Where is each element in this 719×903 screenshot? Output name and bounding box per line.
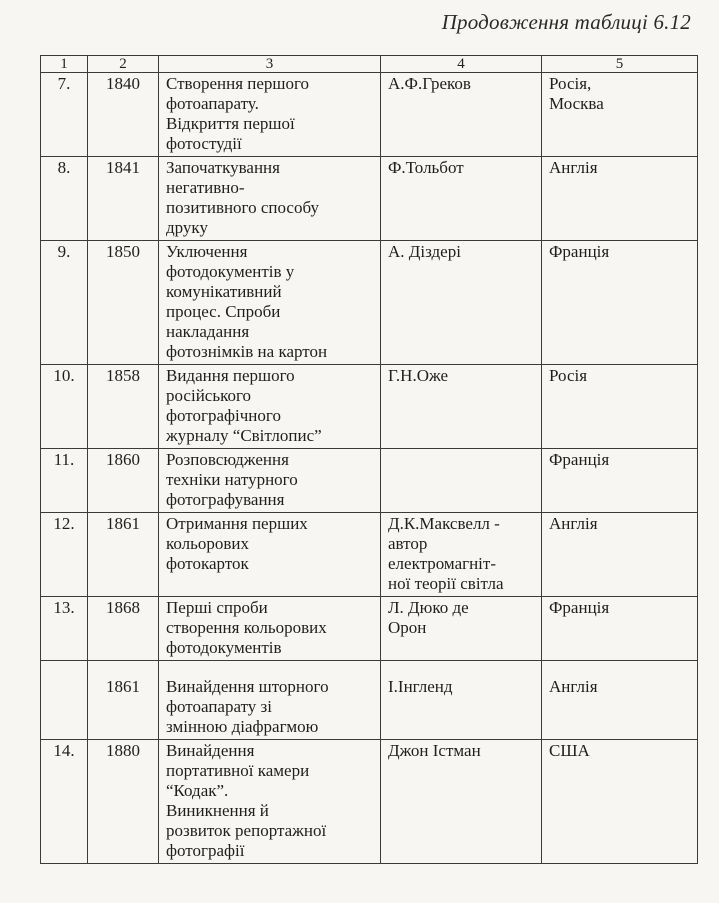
cell-text-line: автор	[388, 534, 428, 553]
table-body	[41, 73, 698, 864]
cell-text-line: російського	[166, 386, 252, 405]
row-person	[381, 365, 542, 449]
cell-text-line: Відкриття першої	[166, 114, 295, 133]
row-event	[159, 449, 381, 513]
history-table	[40, 55, 698, 864]
row-person	[381, 597, 542, 661]
cell-text-line: Л. Дюко де	[388, 598, 469, 617]
cell-text-line: фотознімків на картон	[166, 342, 328, 361]
table-row	[41, 73, 698, 157]
cell-text-line: Ф.Тольбот	[388, 158, 464, 177]
cell-text-line: Росія	[549, 366, 588, 385]
cell-text-line: Розповсюдження	[166, 450, 289, 469]
cell-text-line: Англія	[549, 158, 598, 177]
cell-text-line: процес. Спроби	[166, 302, 281, 321]
row-country	[542, 157, 698, 241]
header-row	[41, 56, 698, 73]
cell-text-line: Франція	[549, 450, 610, 469]
row-country	[542, 73, 698, 157]
row-event	[159, 661, 381, 740]
cell-text-line: США	[549, 741, 590, 760]
cell-text-line: Отримання перших	[166, 514, 308, 533]
row-country	[542, 740, 698, 864]
cell-text-line: Започаткування	[166, 158, 280, 177]
row-country	[542, 449, 698, 513]
cell-text-line: Англія	[549, 677, 598, 696]
cell-text-line: “Кодак”.	[166, 781, 229, 800]
cell-text-line: фотоапарату зі	[166, 697, 272, 716]
row-year: 1850	[88, 241, 159, 365]
row-country	[542, 661, 698, 740]
cell-text-line: фотодокументів у	[166, 262, 295, 281]
cell-text-line: журналу “Світлопис”	[166, 426, 322, 445]
row-person	[381, 73, 542, 157]
row-year: 1861	[88, 513, 159, 597]
row-event	[159, 73, 381, 157]
column-header: 5	[542, 56, 698, 73]
cell-text-line: негативно-	[166, 178, 245, 197]
table-row	[41, 740, 698, 864]
cell-text-line: електромагніт-	[388, 554, 496, 573]
row-country	[542, 513, 698, 597]
row-number: 11.	[41, 449, 88, 513]
cell-text-line: Джон Істман	[388, 741, 481, 760]
cell-text-line: накладання	[166, 322, 250, 341]
row-event	[159, 740, 381, 864]
row-number: 8.	[41, 157, 88, 241]
row-number: 9.	[41, 241, 88, 365]
table-row	[41, 365, 698, 449]
row-year: 1858	[88, 365, 159, 449]
cell-text-line: Уключення	[166, 242, 248, 261]
cell-text-line: Г.Н.Оже	[388, 366, 449, 385]
table-continuation-caption: Продовження таблиці 6.12	[441, 10, 691, 34]
table-row	[41, 597, 698, 661]
cell-text-line: створення кольорових	[166, 618, 327, 637]
row-event	[159, 513, 381, 597]
cell-text-line: Перші спроби	[166, 598, 268, 617]
cell-text-line: Винайдення шторного	[166, 677, 329, 696]
column-header: 2	[88, 56, 159, 73]
row-person	[381, 241, 542, 365]
row-number	[41, 661, 88, 740]
row-person	[381, 513, 542, 597]
row-year: 1841	[88, 157, 159, 241]
column-header: 3	[159, 56, 381, 73]
row-year: 1880	[88, 740, 159, 864]
row-event	[159, 597, 381, 661]
row-year: 1860	[88, 449, 159, 513]
cell-text-line: ної теорії світла	[388, 574, 504, 593]
column-header: 4	[381, 56, 542, 73]
cell-text-line: змінною діафрагмою	[166, 717, 319, 736]
row-number: 7.	[41, 73, 88, 157]
row-person	[381, 740, 542, 864]
cell-text-line: фотографічного	[166, 406, 281, 425]
row-number: 13.	[41, 597, 88, 661]
cell-text-line: Англія	[549, 514, 598, 533]
row-person	[381, 449, 542, 513]
cell-text-line: Франція	[549, 242, 610, 261]
cell-text-line: Д.К.Максвелл -	[388, 514, 500, 533]
row-number: 14.	[41, 740, 88, 864]
cell-text-line: І.Інгленд	[388, 677, 453, 696]
cell-text-line: Орон	[388, 618, 427, 637]
cell-text-line: розвиток репортажної	[166, 821, 327, 840]
table-row	[41, 661, 698, 740]
row-year: 1861	[88, 661, 159, 740]
row-event	[159, 365, 381, 449]
row-number: 12.	[41, 513, 88, 597]
row-event	[159, 157, 381, 241]
row-year: 1868	[88, 597, 159, 661]
cell-text-line: комунікативний	[166, 282, 282, 301]
row-number: 10.	[41, 365, 88, 449]
cell-text-line: друку	[166, 218, 208, 237]
table-row	[41, 157, 698, 241]
table-row	[41, 449, 698, 513]
cell-text-line: фотографування	[166, 490, 285, 509]
cell-text-line: фотокарток	[166, 554, 249, 573]
cell-text-line: Москва	[549, 94, 604, 113]
row-event	[159, 241, 381, 365]
row-person	[381, 661, 542, 740]
cell-text-line: техніки натурного	[166, 470, 298, 489]
cell-text-line: портативної камери	[166, 761, 310, 780]
cell-text-line: фотодокументів	[166, 638, 282, 657]
row-year: 1840	[88, 73, 159, 157]
column-header: 1	[41, 56, 88, 73]
cell-text-line: фотоапарату.	[166, 94, 259, 113]
row-country	[542, 365, 698, 449]
cell-text-line: А.Ф.Греков	[388, 74, 471, 93]
cell-text-line: позитивного способу	[166, 198, 319, 217]
cell-text-line: Винайдення	[166, 741, 255, 760]
cell-text-line: фотографії	[166, 841, 245, 860]
row-person	[381, 157, 542, 241]
cell-text-line: Виникнення й	[166, 801, 269, 820]
table-row	[41, 513, 698, 597]
cell-text-line: кольорових	[166, 534, 250, 553]
row-country	[542, 597, 698, 661]
cell-text-line: Створення першого	[166, 74, 310, 93]
cell-text-line: Видання першого	[166, 366, 295, 385]
cell-text-line: Франція	[549, 598, 610, 617]
cell-text-line: Росія,	[549, 74, 592, 93]
row-country	[542, 241, 698, 365]
cell-text-line: А. Діздері	[388, 242, 461, 261]
table-row	[41, 241, 698, 365]
cell-text-line: фотостудії	[166, 134, 242, 153]
